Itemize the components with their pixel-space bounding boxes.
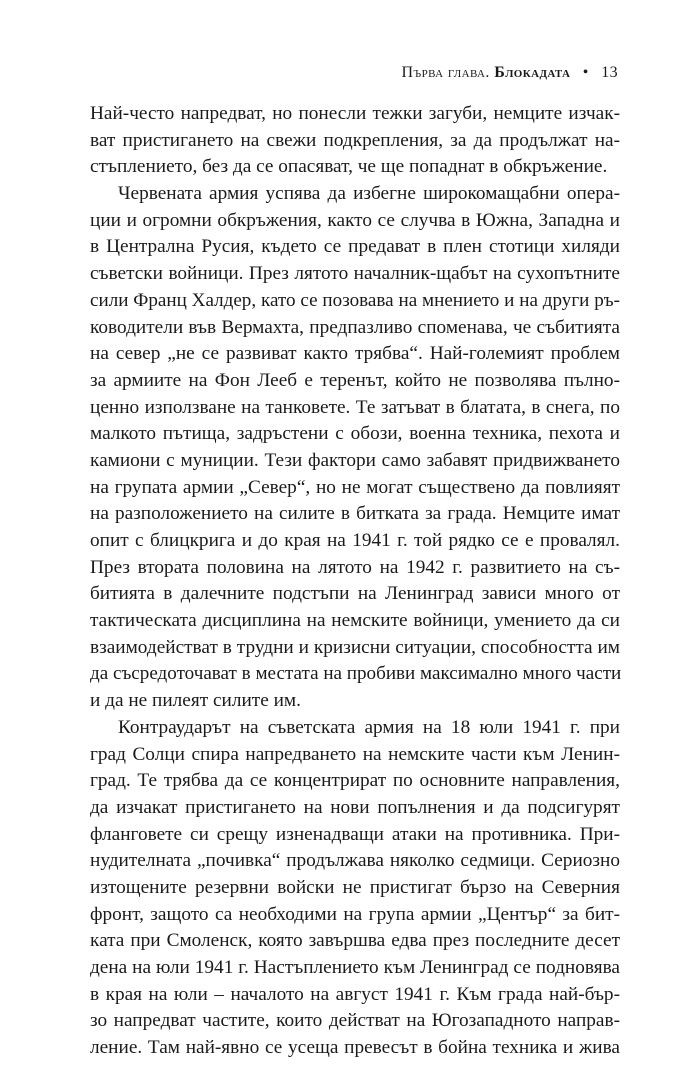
text-line: През втората половина на лятото на 1942 г. развитието на съ- — [90, 556, 620, 578]
page-number: 13 — [601, 64, 618, 81]
text-line: битията в далечните подстъпи на Ленинград зависи много от — [90, 583, 620, 605]
running-header — [401, 64, 618, 82]
text-line: опит с блицкрига и до края на 1941 г. той рядко се е провалял. — [90, 530, 620, 551]
text-line: ководители във Вермахта, предпазливо споменава, че събитията — [90, 316, 620, 338]
text-line: дена на юли 1941 г. Настъплението към Ленинград се подновява — [90, 957, 620, 978]
text-line: фронт, защото са необходими на група армии „Център“ за бит- — [90, 903, 620, 925]
text-line: ции и огромни обкръжения, както се случва в Южна, Западна и — [90, 209, 620, 231]
text-line: камиони с муниции. Тези фактори само забавят придвижването — [90, 449, 620, 471]
text-line: зо напредват частите, които действат на Югозападното направ- — [90, 1010, 620, 1032]
body-text — [90, 101, 620, 1062]
text-line: в Централна Русия, където се предават в плен стотици хиляди — [90, 236, 620, 258]
text-line: ценно използване на танковете. Те затъват в блатата, в снега, по — [90, 396, 620, 418]
text-line: взаимодействат в трудни и кризисни ситуации, способността им — [90, 636, 620, 658]
text-line: нудителната „почивка“ продължава няколко седмици. Сериозно — [90, 850, 620, 872]
text-line: на разположението на силите в битката за града. Немците имат — [90, 503, 620, 525]
text-line: стъплението, без да се опасяват, че ще попаднат в обкръжение. — [90, 156, 608, 178]
text-line: на север „не се развиват както трябва“. Най-големият проблем — [90, 343, 620, 365]
text-line: да съсредоточават в местата на пробиви максимално много части — [90, 663, 622, 685]
text-line: и да не пилеят силите им. — [90, 690, 301, 712]
text-line: ление. Там най-явно се усеща превесът в бойна техника и жива — [90, 1037, 620, 1059]
text-line: ват пристигането на свежи подкрепления, за да продължат на- — [90, 129, 620, 151]
text-line: съветски войници. През лятото началник-щабът на сухопътните — [90, 263, 620, 285]
text-line: тактическата дисциплина на немските войници, умението да си — [90, 610, 620, 632]
text-line: да изчакат пристигането на нови попълнения и да подсигурят — [90, 796, 620, 818]
text-line: ката при Смоленск, която завършва едва през последните десет — [90, 930, 620, 952]
text-line: за армиите на Фон Лееб е теренът, който не позволява пълно- — [90, 369, 620, 391]
text-line: фланговете си срещу изненадващи атаки на противника. При- — [90, 823, 620, 845]
chapter-title: Първа глава. — [401, 64, 490, 81]
text-line: Най-често напредват, но понесли тежки загуби, немците изчак- — [90, 103, 620, 124]
text-line: в края на юли – началото на август 1941 г. Към града най-бър- — [90, 983, 620, 1005]
text-line: малкото пътища, задръстени с обози, военна техника, пехота и — [90, 423, 620, 445]
header-separator: • — [582, 64, 589, 81]
section-title: Блокадата — [494, 64, 571, 81]
text-line: изтощените резервни войски не пристигат бързо на Северния — [90, 876, 620, 898]
text-line: Контраударът на съветската армия на 18 юли 1941 г. при — [118, 716, 620, 738]
text-line: град Солци спира напредването на немските части към Ленин- — [90, 743, 620, 765]
text-line: сили Франц Халдер, като се позовава на мнението и на други ръ- — [90, 289, 620, 311]
text-line: град. Те трябва да се концентрират по основните направления, — [90, 770, 620, 792]
text-line: на групата армии „Север“, но не могат съществено да повлияят — [90, 476, 620, 498]
text-line: Червената армия успява да избегне широкомащабни опера- — [118, 183, 620, 205]
